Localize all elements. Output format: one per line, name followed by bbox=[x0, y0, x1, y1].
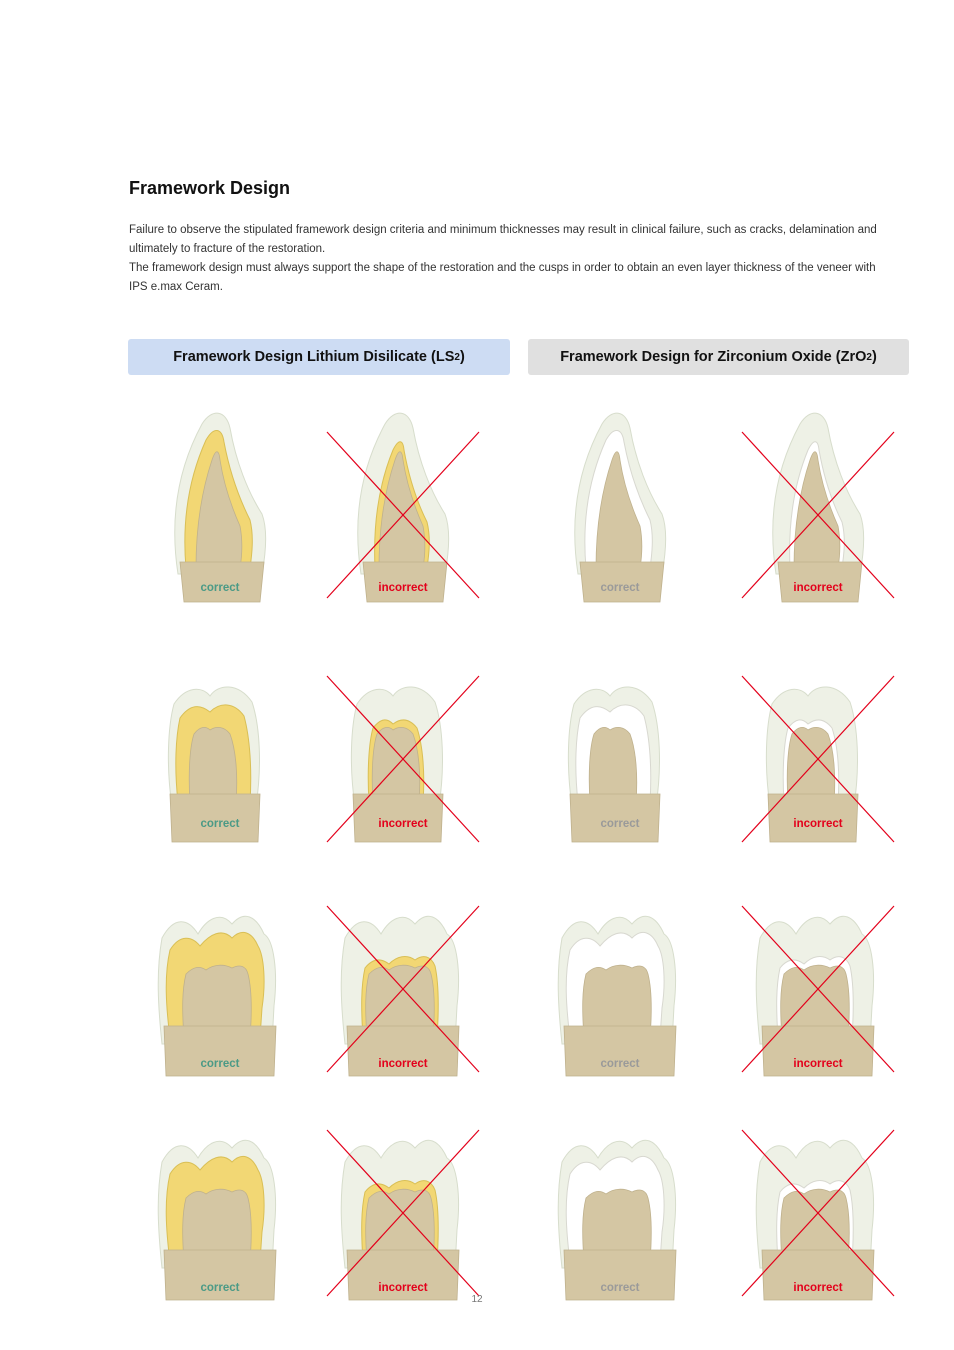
canine-tooth-illustration bbox=[738, 402, 898, 612]
canine-tooth-illustration bbox=[323, 402, 483, 612]
label-incorrect: incorrect bbox=[378, 818, 428, 830]
label-incorrect: incorrect bbox=[793, 1058, 843, 1070]
premolar-tooth-ls2-incorrect bbox=[323, 646, 483, 856]
molar-tooth-illustration bbox=[140, 1100, 300, 1310]
page-number: 12 bbox=[471, 1294, 483, 1305]
molar-tooth-zro2-incorrect bbox=[738, 876, 898, 1086]
molar-tooth-illustration bbox=[738, 876, 898, 1086]
header-lithium-disilicate bbox=[128, 339, 510, 375]
tooth-stump bbox=[787, 727, 835, 802]
header-zro2-text: Framework Design for Zirconium Oxide (ZrO bbox=[560, 349, 867, 365]
header-ls2-close: ) bbox=[459, 349, 465, 365]
canine-tooth-ls2-correct bbox=[140, 402, 300, 612]
header-ls2-text: Framework Design Lithium Disilicate (LS bbox=[173, 349, 455, 365]
canine-tooth-illustration bbox=[140, 402, 300, 612]
label-correct: correct bbox=[200, 1282, 240, 1294]
label-incorrect: incorrect bbox=[378, 582, 428, 594]
molar-tooth-ls2-correct bbox=[140, 876, 300, 1086]
molar-tooth-ls2-incorrect bbox=[323, 876, 483, 1086]
label-correct: correct bbox=[600, 582, 640, 594]
molar-tooth-ls2-correct bbox=[140, 1100, 300, 1310]
canine-tooth-ls2-incorrect bbox=[323, 402, 483, 612]
header-zro2-subscript: 2 bbox=[866, 351, 872, 363]
tooth-stump bbox=[189, 727, 237, 802]
canine-tooth-zro2-correct bbox=[540, 402, 700, 612]
label-correct: correct bbox=[600, 1282, 640, 1294]
label-correct: correct bbox=[600, 818, 640, 830]
header-zirconium-oxide bbox=[528, 339, 909, 375]
label-incorrect: incorrect bbox=[378, 1058, 428, 1070]
molar-tooth-illustration bbox=[540, 1100, 700, 1310]
molar-tooth-illustration bbox=[140, 876, 300, 1086]
molar-tooth-illustration bbox=[540, 876, 700, 1086]
label-correct: correct bbox=[200, 818, 240, 830]
molar-tooth-illustration bbox=[323, 876, 483, 1086]
molar-tooth-zro2-correct bbox=[540, 1100, 700, 1310]
tooth-stump bbox=[372, 727, 420, 802]
header-zro2-close: ) bbox=[871, 349, 877, 365]
label-correct: correct bbox=[600, 1058, 640, 1070]
label-incorrect: incorrect bbox=[793, 818, 843, 830]
tooth-stump bbox=[589, 727, 637, 802]
intro-paragraph-2: The framework design must always support the shape of the restoration and the cusps in order to obtain an even layer thickness of the veneer with IPS e.max Ceram. bbox=[129, 262, 876, 293]
label-incorrect: incorrect bbox=[378, 1282, 428, 1294]
molar-tooth-zro2-correct bbox=[540, 876, 700, 1086]
label-incorrect: incorrect bbox=[793, 1282, 843, 1294]
intro-paragraph-1: Failure to observe the stipulated framework design criteria and minimum thicknesses may result in clinical failure, such as cracks, delamination and ultimately to fracture of the restoration. bbox=[129, 224, 877, 255]
label-correct: correct bbox=[200, 582, 240, 594]
canine-tooth-zro2-incorrect bbox=[738, 402, 898, 612]
molar-tooth-ls2-incorrect bbox=[323, 1100, 483, 1310]
header-ls2-subscript: 2 bbox=[454, 351, 460, 363]
premolar-tooth-zro2-incorrect bbox=[738, 646, 898, 856]
label-incorrect: incorrect bbox=[793, 582, 843, 594]
molar-tooth-illustration bbox=[323, 1100, 483, 1310]
page-title: Framework Design bbox=[129, 178, 291, 198]
molar-tooth-illustration bbox=[738, 1100, 898, 1310]
molar-tooth-zro2-incorrect bbox=[738, 1100, 898, 1310]
label-correct: correct bbox=[200, 1058, 240, 1070]
premolar-tooth-zro2-correct bbox=[540, 646, 700, 856]
premolar-tooth-ls2-correct bbox=[140, 646, 300, 856]
canine-tooth-illustration bbox=[540, 402, 700, 612]
